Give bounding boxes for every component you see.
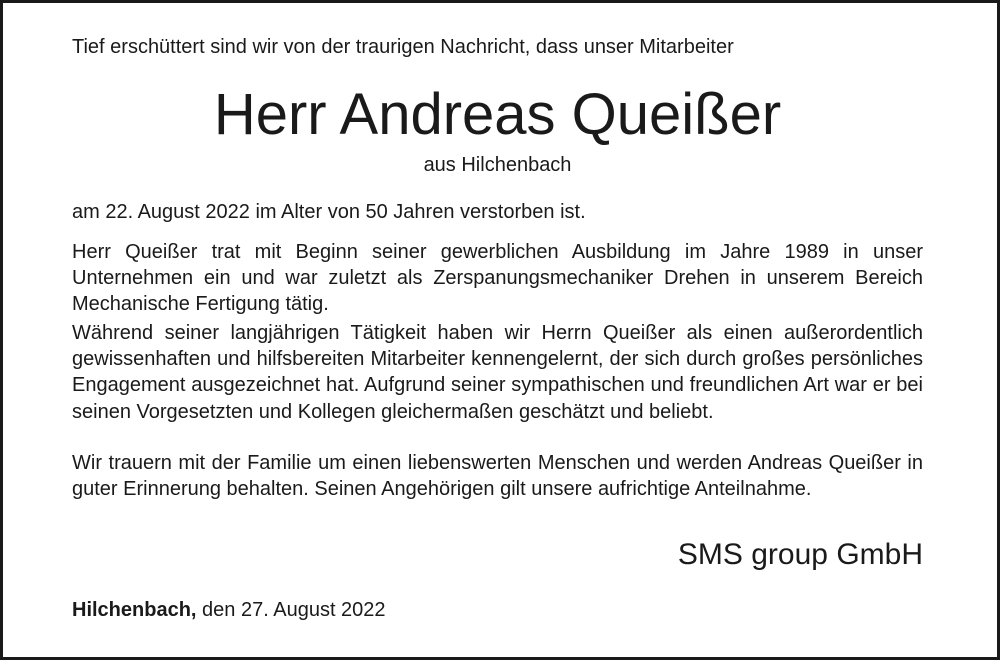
condolence-paragraph: Wir trauern mit der Familie um einen liebenswerten Menschen und werden Andreas Queißer in guter Erinnerung behalten. Seinen Angehörigen gilt unsere aufrichtige Anteilnahme. <box>72 452 923 501</box>
intro-text: Tief erschüttert sind wir von der traurigen Nachricht, dass unser Mitarbeiter <box>72 36 734 58</box>
death-date-text: am 22. August 2022 im Alter von 50 Jahren verstorben ist. <box>72 201 586 223</box>
career-paragraph: Herr Queißer trat mit Beginn seiner gewerblichen Ausbildung im Jahre 1989 in unser Unternehmen ein und war zuletzt als Zerspanungsmechaniker Drehen in unserem Bereich Mechanische Fertigung tätig. <box>72 241 923 316</box>
place-date-line <box>72 597 923 623</box>
company-signature: SMS group GmbH <box>677 538 923 571</box>
origin-text: aus Hilchenbach <box>423 154 572 176</box>
footer-date: den 27. August 2022 <box>202 599 386 621</box>
footer-place: Hilchenbach, <box>72 599 197 621</box>
deceased-name: Herr Andreas Queißer <box>213 82 782 147</box>
tribute-paragraph: Während seiner langjährigen Tätigkeit haben wir Herrn Queißer als einen außerordentlich gewissenhaften und hilfsbereiten Mitarbeiter kennengelernt, der sich durch großes persönliches Engagement ausgezeichnet hat. Aufgrund seiner sympathischen und freundlichen Art war er bei seinen Vorgesetzten und Kollegen gleichermaßen geschätzt und beliebt. <box>72 322 923 423</box>
